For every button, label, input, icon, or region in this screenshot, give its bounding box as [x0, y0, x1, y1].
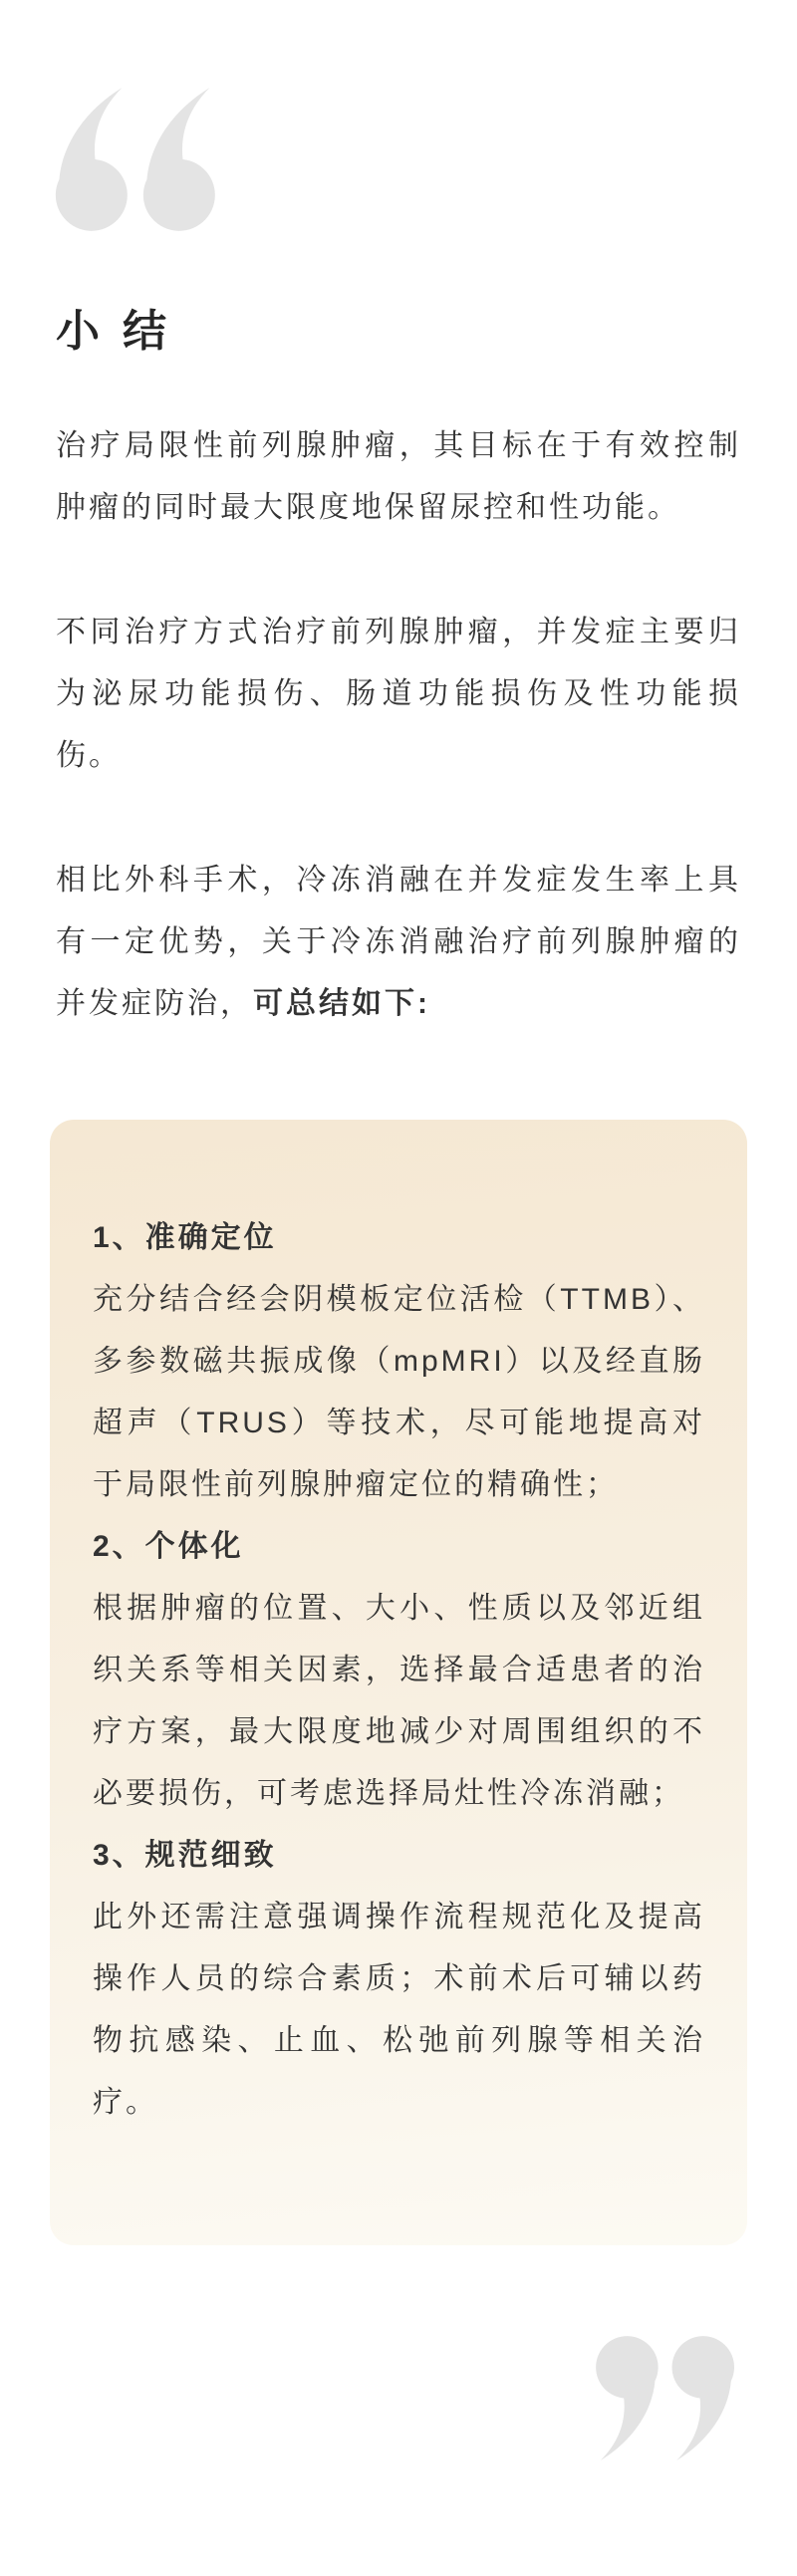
summary-item-body: 根据肿瘤的位置、大小、性质以及邻近组织关系等相关因素，选择最合适患者的治疗方案，最大限度地减少对周围组织的不必要损伤，可考虑选择局灶性冷冻消融； — [93, 1592, 705, 1810]
summary-item-body: 充分结合经会阴模板定位活检（TTMB）、多参数磁共振成像（mpMRI）以及经直肠超声（TRUS）等技术，尽可能地提高对于局限性前列腺肿瘤定位的精确性； — [93, 1283, 705, 1501]
paragraph-bold-text: 可总结如下: — [253, 987, 430, 1020]
paragraph-text: 相比外科手术，冷冻消融在并发症发生率上具有一定优势，关于冷冻消融治疗前列腺肿瘤的并发症防治， — [56, 864, 741, 1020]
paragraph — [56, 850, 741, 1035]
summary-item — [93, 1825, 705, 2134]
summary-item-title: 2、个体化 — [93, 1530, 244, 1563]
section-title: 小 结 — [56, 307, 172, 356]
close-quote-icon — [590, 2336, 739, 2460]
summary-item-body: 此外还需注意强调操作流程规范化及提高操作人员的综合素质；术前术后可辅以药物抗感染、止血、松弛前列腺等相关治疗。 — [93, 1901, 705, 2119]
summary-item-title: 1、准确定位 — [93, 1221, 277, 1254]
open-quote-icon — [50, 88, 222, 231]
summary-box — [50, 1120, 747, 2245]
paragraph: 不同治疗方式治疗前列腺肿瘤，并发症主要归为泌尿功能损伤、肠道功能损伤及性功能损伤。 — [56, 616, 741, 772]
summary-item — [93, 1207, 705, 1516]
summary-item-title: 3、规范细致 — [93, 1839, 277, 1872]
paragraph: 治疗局限性前列腺肿瘤，其目标在于有效控制肿瘤的同时最大限度地保留尿控和性功能。 — [56, 429, 741, 524]
summary-item — [93, 1516, 705, 1825]
